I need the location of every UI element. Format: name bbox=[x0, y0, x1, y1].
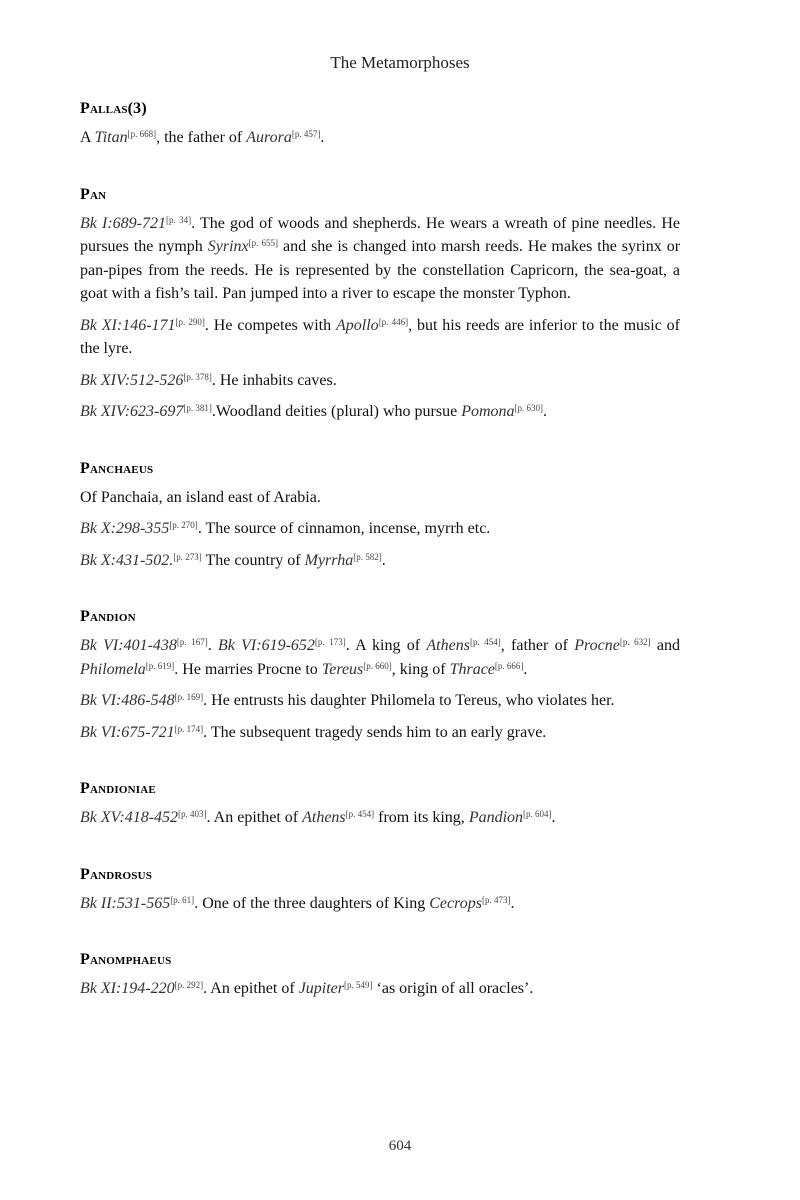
text-run: . The subsequent tragedy sends him to an early grave. bbox=[203, 723, 547, 741]
page-reference: [p. 454] bbox=[345, 809, 375, 819]
text-run: . He competes with bbox=[204, 316, 337, 334]
entry-heading: Pandion bbox=[80, 608, 136, 625]
book-reference-link[interactable]: Pomona bbox=[461, 403, 515, 420]
page-reference: [p. 174] bbox=[174, 723, 204, 734]
page-reference: [p. 619] bbox=[145, 660, 175, 671]
text-run: . bbox=[551, 809, 556, 826]
text-run: . bbox=[320, 129, 325, 146]
text-run: . bbox=[523, 660, 528, 678]
text-run: , father of bbox=[500, 637, 575, 654]
text-run: . One of the three daughters of King bbox=[194, 894, 430, 912]
text-run: . A king of bbox=[345, 637, 427, 654]
page-reference: [p. 660] bbox=[363, 660, 392, 671]
page-reference: [p. 632] bbox=[619, 637, 651, 647]
book-reference-link[interactable]: Myrrha bbox=[304, 551, 354, 569]
entry-heading: Panomphaeus bbox=[80, 951, 172, 968]
text-run: , king of bbox=[391, 660, 450, 678]
text-run: and bbox=[650, 637, 680, 654]
text-run: . bbox=[543, 403, 548, 420]
text-run: . He entrusts his daughter Philomela to Tereus, who violates her. bbox=[203, 692, 615, 709]
text-run: . An epithet of bbox=[206, 809, 303, 826]
book-reference-link[interactable]: Bk XI:194-220 bbox=[80, 980, 175, 997]
book-reference-link[interactable]: Bk VI:486-548 bbox=[80, 692, 175, 709]
glossary-entry bbox=[80, 866, 680, 916]
page-reference: [p. 582] bbox=[353, 551, 382, 562]
page-reference: [p. 173] bbox=[314, 637, 346, 647]
book-reference-link[interactable]: Pandion bbox=[468, 809, 524, 826]
entry-heading: Pallas(3) bbox=[80, 100, 147, 117]
entry-paragraph bbox=[80, 721, 680, 745]
page-reference: [p. 273] bbox=[173, 551, 202, 562]
text-run: . The source of cinnamon, incense, myrrh etc. bbox=[197, 520, 491, 537]
text-run: A bbox=[80, 129, 95, 146]
page-reference: [p. 292] bbox=[174, 980, 204, 990]
book-reference-link[interactable]: Syrinx bbox=[207, 238, 249, 255]
entry-paragraph bbox=[80, 212, 680, 306]
text-run: . An epithet of bbox=[203, 980, 299, 997]
page-reference: [p. 655] bbox=[248, 238, 279, 248]
text-run: . bbox=[510, 894, 515, 912]
entry-paragraph bbox=[80, 400, 680, 424]
glossary-entry bbox=[80, 460, 680, 573]
text-run: and she is changed into marsh reeds. He makes the syrinx or pan-pipes from the reeds. He is represented by the constellation Capricorn, the sea-goat, a goat with a fish’s tail. Pan jumped into a river to escape the monster Typhon. bbox=[80, 238, 681, 302]
entry-paragraph bbox=[80, 549, 680, 573]
page-reference: [p. 666] bbox=[494, 660, 524, 671]
entry-paragraph bbox=[80, 369, 680, 393]
text-run: , the father of bbox=[156, 129, 247, 146]
book-reference-link[interactable]: Bk XIV:623-697 bbox=[80, 403, 184, 420]
running-head: The Metamorphoses bbox=[330, 53, 470, 72]
entry-paragraph bbox=[80, 314, 680, 361]
page-number: 604 bbox=[388, 1138, 412, 1154]
book-reference-link[interactable]: Tereus bbox=[321, 660, 364, 678]
entry-paragraph bbox=[80, 977, 680, 1001]
book-reference-link[interactable]: Apollo bbox=[336, 316, 379, 334]
book-reference-link[interactable]: Bk VI:675-721 bbox=[80, 723, 175, 741]
entry-paragraph bbox=[80, 517, 680, 541]
book-reference-link[interactable]: Bk II:531-565 bbox=[80, 894, 171, 912]
entry-paragraph bbox=[80, 486, 680, 510]
book-reference-link[interactable]: Bk XV:418-452 bbox=[80, 809, 179, 826]
entry-paragraph bbox=[80, 806, 680, 830]
book-reference-link[interactable]: Athens bbox=[426, 637, 470, 654]
text-run: Of Panchaia, an island east of Arabia. bbox=[80, 488, 321, 506]
page-reference: [p. 34] bbox=[166, 214, 192, 225]
page-reference: [p. 473] bbox=[481, 894, 511, 905]
page-reference: [p. 290] bbox=[175, 316, 205, 327]
page-reference: [p. 61] bbox=[170, 894, 195, 905]
page-reference: [p. 167] bbox=[176, 637, 208, 647]
book-reference-link[interactable]: Bk VI:619-652 bbox=[218, 637, 315, 654]
text-run: The country of bbox=[201, 551, 305, 569]
book-reference-link[interactable]: Bk XIV:512-526 bbox=[80, 371, 184, 389]
glossary-entry bbox=[80, 951, 680, 1001]
book-reference-link[interactable]: Cecrops bbox=[429, 894, 482, 912]
page-reference: [p. 604] bbox=[523, 809, 552, 819]
glossary-entry bbox=[80, 608, 680, 744]
text-run: . He inhabits caves. bbox=[211, 371, 337, 389]
entry-paragraph bbox=[80, 126, 680, 150]
book-reference-link[interactable]: Procne bbox=[574, 637, 620, 654]
text-run: .Woodland deities (plural) who pursue bbox=[211, 403, 462, 420]
page-reference: [p. 454] bbox=[469, 637, 501, 647]
text-run: , but his reeds are inferior to the music of the lyre. bbox=[80, 316, 681, 357]
glossary-entry bbox=[80, 100, 680, 150]
entry-paragraph bbox=[80, 689, 680, 713]
book-reference-link[interactable]: Athens bbox=[302, 809, 346, 826]
book-reference-link[interactable]: Bk XI:146-171 bbox=[80, 316, 176, 334]
page-reference: [p. 630] bbox=[514, 403, 544, 413]
entry-heading: Pandrosus bbox=[80, 865, 153, 883]
book-reference-link[interactable]: Bk VI:401-438 bbox=[80, 637, 177, 654]
text-run: . bbox=[381, 551, 386, 569]
text-run: . bbox=[207, 637, 218, 654]
page-reference: [p. 169] bbox=[174, 692, 204, 702]
book-reference-link[interactable]: Bk X:431-502. bbox=[80, 551, 174, 569]
page-reference: [p. 668] bbox=[127, 129, 157, 139]
text-run: ‘as origin of all oracles’. bbox=[372, 980, 534, 997]
glossary-entry bbox=[80, 186, 680, 424]
book-reference-link[interactable]: Aurora bbox=[246, 129, 292, 146]
page-reference: [p. 549] bbox=[344, 980, 373, 990]
page-reference: [p. 378] bbox=[183, 371, 212, 382]
page-reference: [p. 403] bbox=[178, 809, 207, 819]
page-reference: [p. 381] bbox=[183, 403, 212, 413]
page-reference: [p. 457] bbox=[291, 129, 321, 139]
entry-paragraph bbox=[80, 892, 680, 916]
glossary-entry bbox=[80, 780, 680, 830]
page-reference: [p. 270] bbox=[169, 520, 198, 530]
text-run: . The god of woods and shepherds. He wears a wreath of pine needles. He pursues the nymph bbox=[80, 214, 680, 255]
entry-paragraph bbox=[80, 634, 680, 681]
entry-heading: Panchaeus bbox=[80, 459, 154, 477]
glossary-content bbox=[80, 100, 680, 1037]
book-reference-link[interactable]: Bk I:689-721 bbox=[80, 214, 166, 232]
text-run: . He marries Procne to bbox=[174, 660, 322, 678]
book-reference-link[interactable]: Bk X:298-355 bbox=[80, 520, 170, 537]
entry-heading: Pan bbox=[80, 185, 107, 203]
book-reference-link[interactable]: Jupiter bbox=[298, 980, 345, 997]
entry-heading: Pandioniae bbox=[80, 780, 156, 797]
text-run: from its king, bbox=[374, 809, 469, 826]
book-reference-link[interactable]: Thrace bbox=[449, 660, 495, 678]
page-reference: [p. 446] bbox=[378, 316, 409, 327]
book-reference-link[interactable]: Titan bbox=[94, 129, 128, 146]
book-reference-link[interactable]: Philomela bbox=[80, 660, 146, 678]
